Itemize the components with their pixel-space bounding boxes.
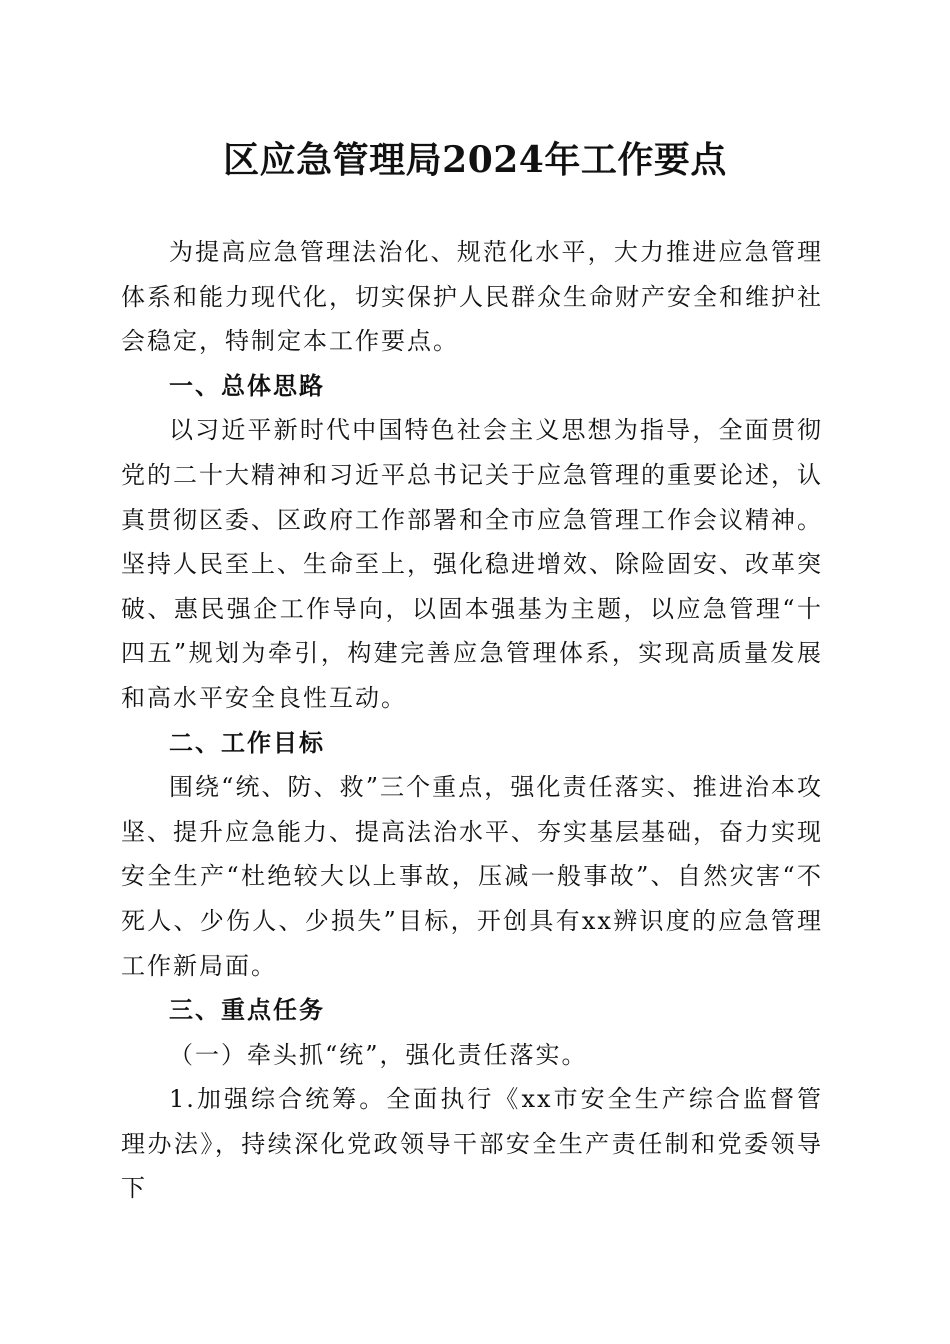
section-paragraph-overall-approach: 以习近平新时代中国特色社会主义思想为指导，全面贯彻党的二十大精神和习近平总书记关于应急管理的重要论述，认真贯彻区委、区政府工作部署和全市应急管理工作会议精神。坚持人民至上、生命至上，强化稳进增效、除险固安、改革突破、惠民强企工作导向，以固本强基为主题，以应急管理“十四五”规划为牵引，构建完善应急管理体系，实现高质量发展和高水平安全良性互动。 [121,416,823,712]
section-heading-work-goals: 二、工作目标 [169,728,325,757]
intro-paragraph: 为提高应急管理法治化、规范化水平，大力推进应急管理体系和能力现代化，切实保护人民群众生命财产安全和维护社会稳定，特制定本工作要点。 [121,238,823,356]
section-heading-overall-approach: 一、总体思路 [169,371,325,400]
section-paragraph-work-goals: 围绕“统、防、救”三个重点，强化责任落实、推进治本攻坚、提升应急能力、提高法治水平、夯实基层基础，奋力实现安全生产“杜绝较大以上事故，压减一般事故”、自然灾害“不死人、少伤人、少损失”目标，开创具有xx辨识度的应急管理工作新局面。 [121,773,823,980]
document-body [121,230,823,1211]
document-title: 区应急管理局2024年工作要点 [223,139,727,181]
section-heading-key-tasks: 三、重点任务 [169,996,325,1025]
section-paragraph-key-tasks: 1.加强综合统筹。全面执行《xx市安全生产综合监督管理办法》，持续深化党政领导干部安全生产责任制和党委领导下 [121,1085,823,1203]
subsection-heading-coordination: （一）牵头抓“统”，强化责任落实。 [169,1040,588,1069]
